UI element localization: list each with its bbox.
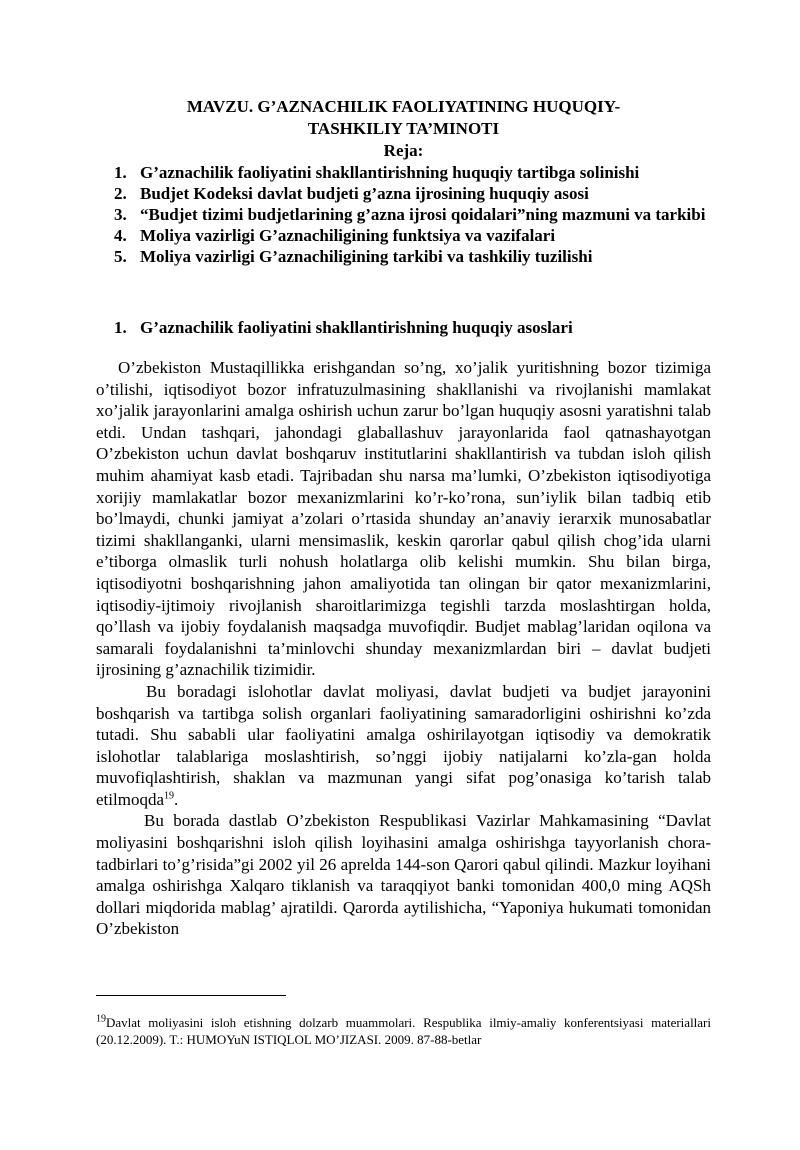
- plan-item-text: G’aznachilik faoliyatini shakllantirishning huquqiy tartibga solinishi: [140, 163, 640, 182]
- section-title: G’aznachilik faoliyatini shakllantirishning huquqiy asoslari: [140, 318, 573, 337]
- plan-item: [114, 162, 711, 183]
- plan-item-number: 5.: [114, 247, 127, 266]
- paragraph: Bu borada dastlab O’zbekiston Respublikasi Vazirlar Mahkamasining “Davlat moliyasini boshqarishni isloh qilish loyihasini amalga oshirishga tayyorlanish chora-tadbirlari to’g’risida”gi 2002 yil 26 aprelda 144-son Qarori qabul qilindi. Mazkur loyihani amalga oshirishga Xalqaro tiklanish va taraqqiyot banki tomonidan 400,0 ming AQSh dollari miqdorida mablag’ ajratildi. Qarorda aytilishicha, “Yaponiya hukumati tomonidan O’zbekiston: [96, 811, 711, 939]
- plan-item-number: 1.: [114, 163, 127, 182]
- footnote-separator: [96, 995, 286, 996]
- footnote-reference: 19: [163, 790, 174, 802]
- plan-item-text: Budjet Kodeksi davlat budjeti g’azna ijrosining huquqiy asosi: [140, 184, 589, 203]
- plan-item: [114, 246, 711, 267]
- section-number: 1.: [114, 318, 127, 337]
- paragraph: [96, 681, 711, 811]
- plan-item-text: Moliya vazirligi G’aznachiligining funktsiya va vazifalari: [140, 226, 556, 245]
- footnote-number: 19: [96, 1013, 106, 1025]
- footnote: [96, 1014, 711, 1048]
- plan-item-number: 4.: [114, 226, 127, 245]
- plan-item-number: 2.: [114, 184, 127, 203]
- paragraph: O’zbekiston Mustaqillikka erishgandan so’ng, xo’jalik yuritishning bozor tizimiga o’tilishi, iqtisodiyot bozor infratuzulmasining shakllanishi va rivojlanishi mamlakat xo’jalik jarayonlarini amalga oshirish uchun zarur bo’lgan huquqiy asosni yaratishni talab etdi. Undan tashqari, jahondagi glaballashuv jarayonlarida faol qatnashayotgan O’zbekiston uchun davlat boshqaruv institutlarini shakllantirish va tubdan isloh qilish muhim ahamiyat kasb etadi. Tajribadan shu narsa ma’lumki, O’zbekiston iqtisodiyotiga xorijiy mamlakatlar bozor mexanizmlarini ko’r-ko’rona, sun’iylik bilan tadbiq etib bo’lmaydi, chunki jamiyat a’zolari o’rtasida shunday an’anaviy ierarxik munosabatlar tizimi shakllanganki, ularni mensimaslik, keskin qarorlar qabul qilish chog’ida ularni e’tiborga olmaslik turli nohush holatlarga olib kelishi mumkin. Shu bilan birga, iqtisodiyotni boshqarishning jahon amaliyotida tan olingan bir qator mexanizmlarini, iqtisodiy-ijtimoiy rivojlanish sharoitlarimizga tegishli tarzda moslashtirgan holda, qo’llash va ijobiy foydalanish maqsadga muvofiqdir. Budjet mablag’laridan oqilona va samarali foydalanishni ta’minlovchi shunday mexanizmlardan biri – davlat budjeti ijrosining g’aznachilik tizimidir.: [96, 358, 711, 680]
- paragraph-text: Bu boradagi islohotlar davlat moliyasi, davlat budjeti va budjet jarayonini boshqarish va tartibga solish organlari faoliyatining samaradorligini oshirishni ko’zda tutadi. Shu sababli ular faoliyatini amalga oshirilayotgan iqtisodiy va demokratik islohotlar talablariga moslashtirish, so’nggi ijobiy natijalarni ko’zla-gan holda muvofiqlashtirish, shaklan va mazmunan yangi sifat pog’onasiga ko’tarish talab etilmoqda: [96, 681, 711, 809]
- document-title-line-1: MAVZU. G’AZNACHILIK FAOLIYATINING HUQUQIY-: [186, 97, 621, 116]
- footnote-text: Davlat moliyasini isloh etishning dolzarb muammolari. Respublika ilmiy-amaliy konferentsiyasi materiallari (20.12.2009). T.: HUMOYuN ISTIQLOL MO’JIZASI. 2009. 87-88-betlar: [96, 1015, 711, 1047]
- plan-item-text: Moliya vazirligi G’aznachiligining tarkibi va tashkiliy tuzilishi: [140, 247, 593, 266]
- document-title-line-2: TASHKILIY TA’MINOTI: [307, 119, 500, 138]
- section-body: [96, 357, 711, 940]
- plan-item-number: 3.: [114, 205, 127, 224]
- plan-item: [114, 183, 711, 204]
- plan-heading: Reja:: [383, 141, 424, 160]
- document-page: [96, 96, 711, 940]
- paragraph-end: .: [173, 789, 179, 809]
- plan-list: [96, 162, 711, 267]
- section-heading: [96, 317, 711, 339]
- plan-item: [114, 225, 711, 246]
- plan-item: [114, 204, 711, 225]
- plan-item-text: “Budjet tizimi budjetlarining g’azna ijrosi qoidalari”ning mazmuni va tarkibi: [140, 205, 706, 224]
